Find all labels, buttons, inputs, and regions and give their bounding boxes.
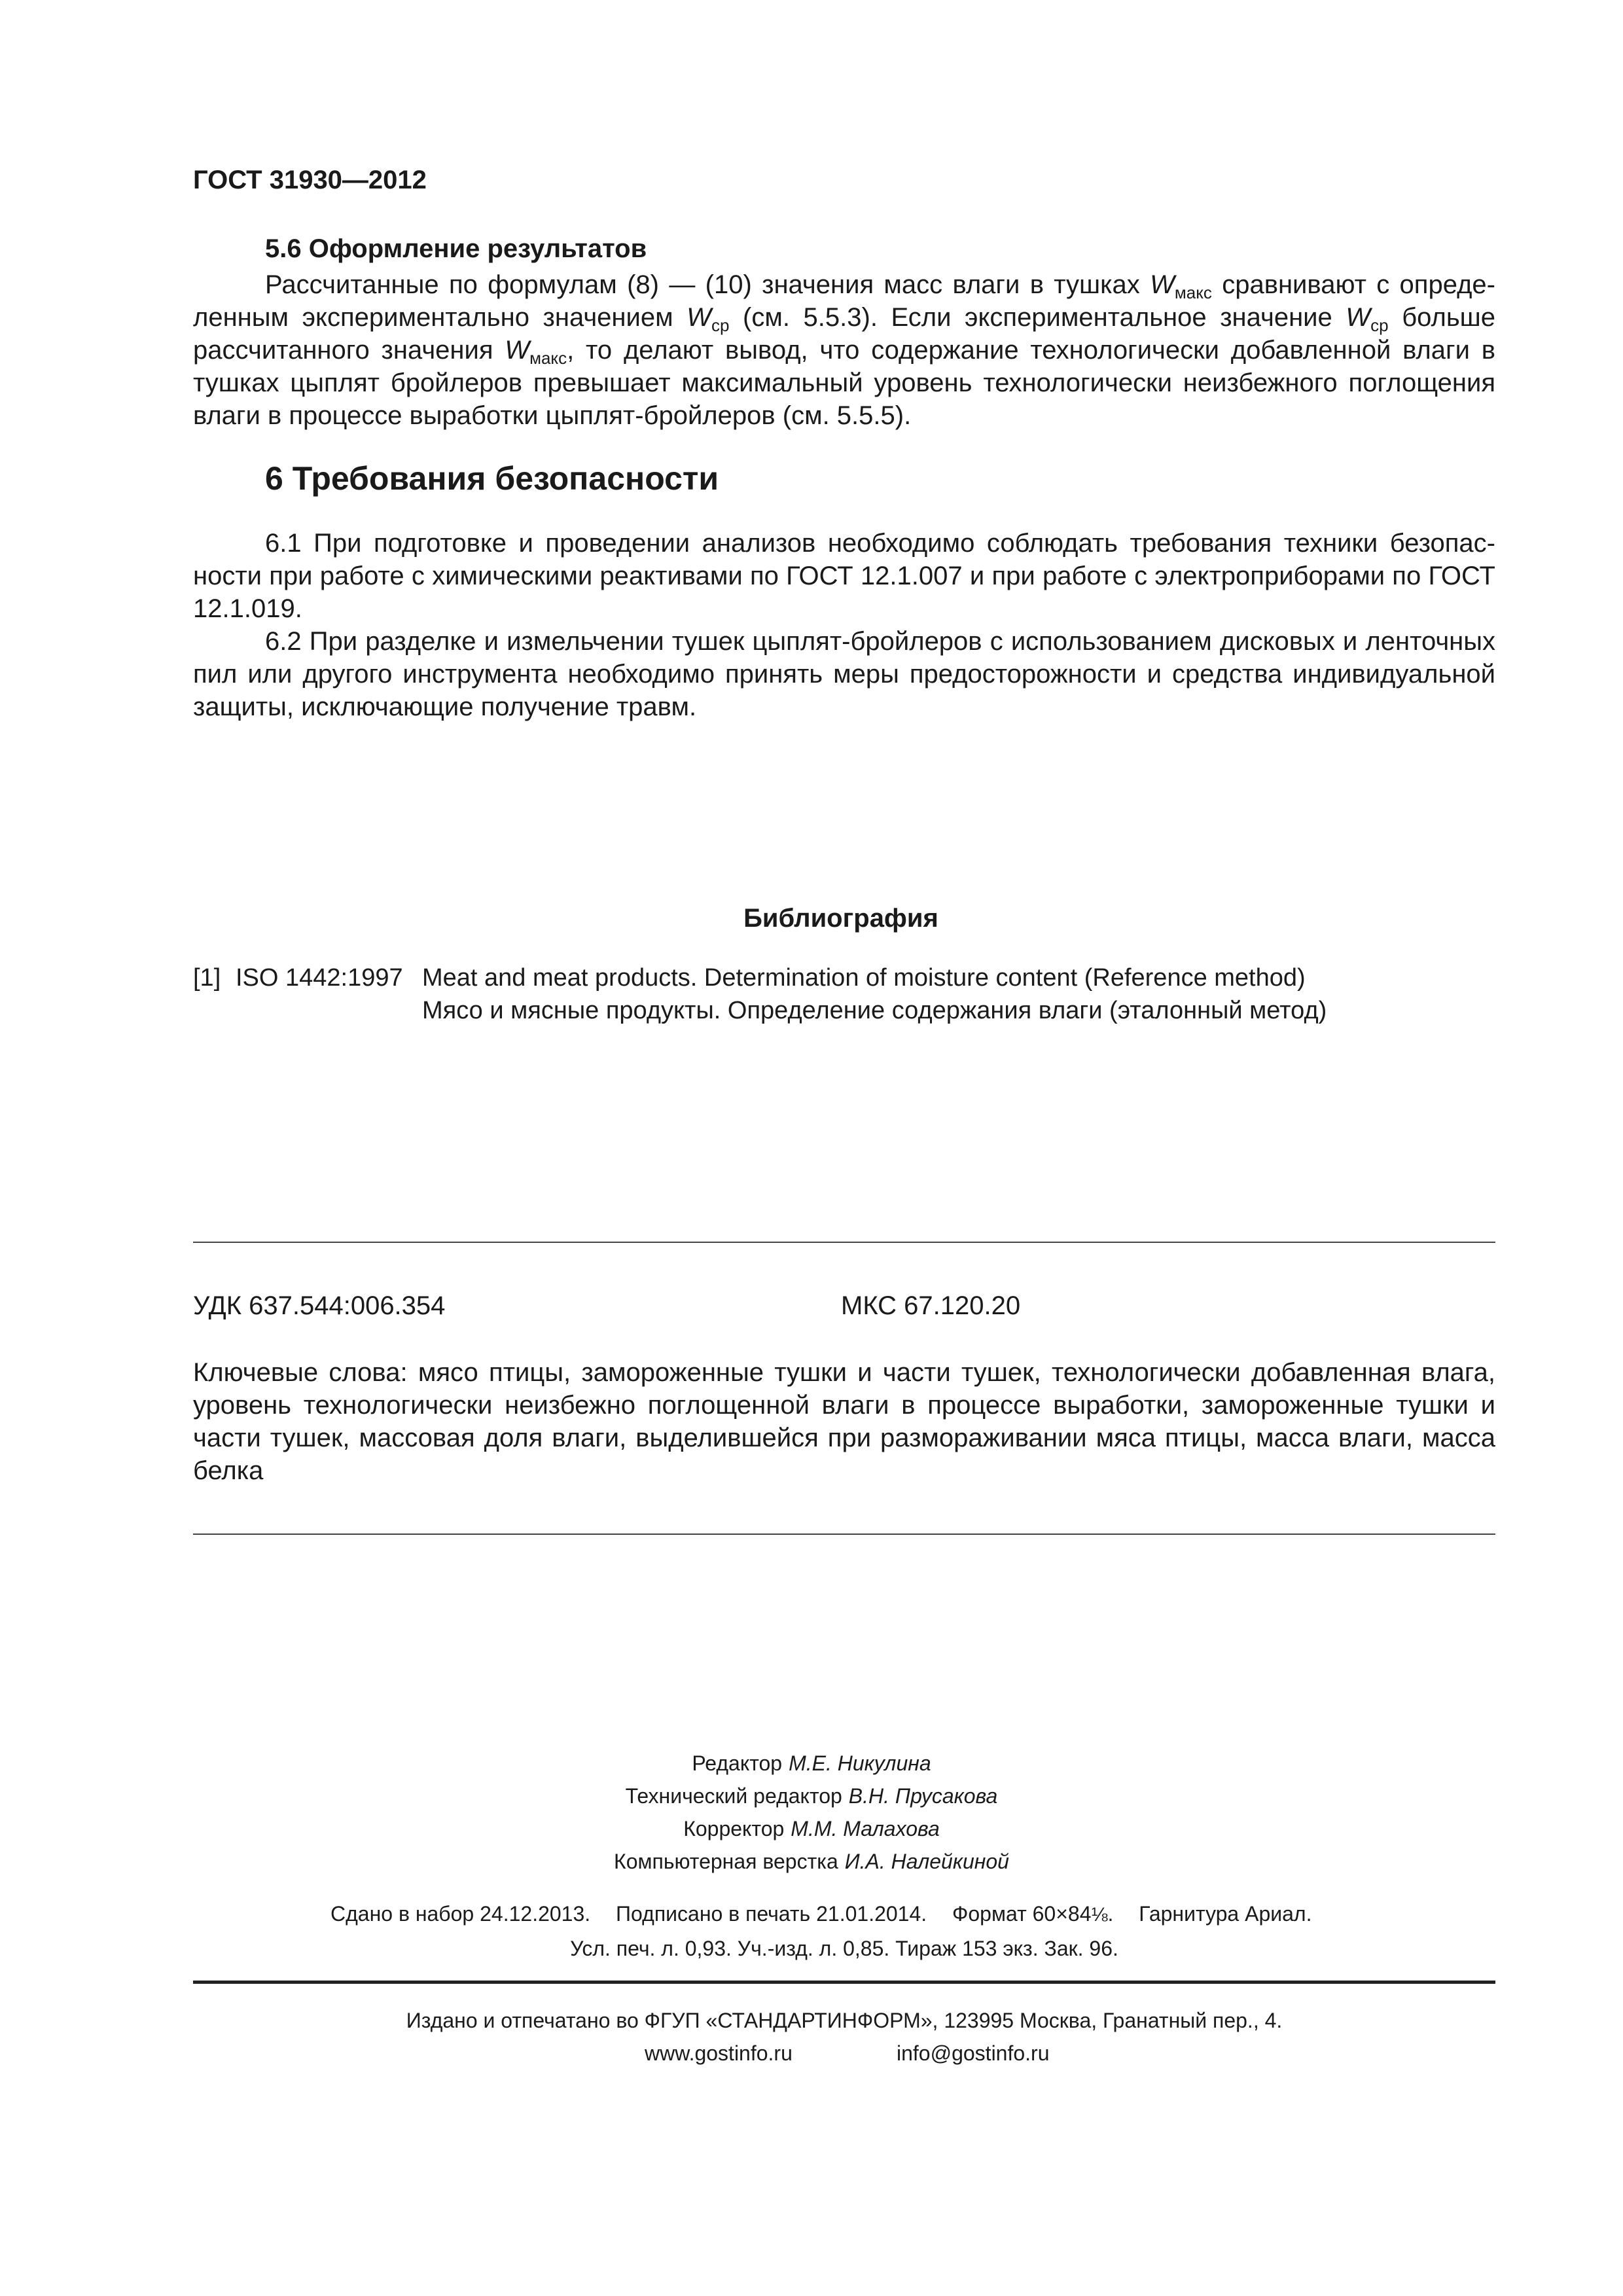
mks-code: МКС 67.120.20 (841, 1291, 1021, 1320)
print-font: Гарнитура Ариал. (1139, 1902, 1312, 1926)
keywords-paragraph: Ключевые слова: мясо птицы, замороженные тушки и части тушек, технологически добавленная влага, уровень технологически неизбежно поглощенной влаги в процессе выработки, замороженные тушки и части тушек, массовая доля влаги, выделившейся при размораживании мяса птицы, масса влаги, масса белка (193, 1358, 1495, 1485)
bibliography-entry-title-ru: Мясо и мясные продукты. Определение содержания влаги (эталонный метод) (422, 997, 1327, 1024)
credit-name: И.А. Налейкиной (844, 1850, 1009, 1873)
credit-name: В.Н. Прусакова (848, 1784, 998, 1808)
divider-bottom (193, 1534, 1495, 1535)
section-6-2-paragraph: 6.2 При разделке и измельчении тушек цыплят-бройлеров с использованием дисковых и ленточных пил или другого инструмента необходимо принять меры предосторожности и средства индивидуальной защиты, исключающие получение травм. (193, 627, 1495, 721)
credit-layout (0, 1849, 1623, 1874)
subscript: ср (711, 315, 730, 335)
credit-label: Корректор (683, 1817, 785, 1840)
divider-thick (193, 1981, 1495, 1984)
publisher-line: Издано и отпечатано во ФГУП «СТАНДАРТИНФОРМ», 123995 Москва, Гранатный пер., 4. (406, 2009, 1283, 2032)
bibliography-title: Библиография (743, 904, 938, 933)
credit-editor (0, 1751, 1623, 1776)
text-run: (см. 5.5.3). Если экспериментальное значение (729, 303, 1346, 332)
credit-tech-editor (0, 1784, 1623, 1808)
bibliography-entry-number: [1] (193, 964, 221, 992)
subscript: макс (1174, 283, 1212, 302)
credit-label: Технический редактор (625, 1784, 842, 1808)
print-sent: Сдано в набор 24.12.2013. (330, 1902, 591, 1926)
variable-w: W (505, 336, 530, 365)
credit-corrector (0, 1816, 1623, 1841)
print-signed: Подписано в печать 21.01.2014. (616, 1902, 927, 1926)
section-6-heading: 6 Требования безопасности (265, 460, 719, 497)
print-format: Формат 60×84 (952, 1902, 1092, 1926)
variable-w: W (1150, 270, 1175, 299)
credit-label: Редактор (692, 1751, 783, 1775)
section-5-6-paragraph (193, 268, 1495, 432)
print-info-line-2: Усл. печ. л. 0,93. Уч.-изд. л. 0,85. Тираж 153 экз. Зак. 96. (570, 1937, 1118, 1960)
section-6-1-paragraph: 6.1 При подготовке и проведении анализов необходимо соблюдать требования техники безопасности при работе с химическими реактивами по ГОСТ 12.1.007 и при работе с электроприборами по ГОСТ 12.1.019. (193, 529, 1495, 623)
text-run: сравнивают с определенным экспериментально значением (193, 270, 1495, 332)
udk-code: УДК 637.544:006.354 (193, 1291, 446, 1320)
subscript: ср (1370, 315, 1389, 335)
text-run: больше рассчитанного значения (193, 303, 1495, 365)
variable-w: W (687, 303, 711, 332)
print-format-fraction: ⅛ (1091, 1904, 1108, 1926)
document-header-id: ГОСТ 31930—2012 (193, 166, 427, 194)
publisher-website: www.gostinfo.ru (645, 2041, 793, 2065)
credit-name: М.М. Малахова (791, 1817, 940, 1840)
text-run: , то делают вывод, что содержание технологически добавленной влаги в тушках цыплят бройлеров превышает максимальный уровень технологически неизбежного поглощения влаги в процессе выработки цыплят-бройлеров (см. 5.5.5). (193, 336, 1496, 430)
bibliography-entry-code: ISO 1442:1997 (236, 964, 403, 992)
divider-top (193, 1242, 1495, 1243)
credit-label: Компьютерная верстка (614, 1850, 838, 1873)
section-5-6-heading: 5.6 Оформление результатов (265, 234, 647, 263)
publisher-email: info@gostinfo.ru (897, 2041, 1050, 2065)
variable-w: W (1346, 303, 1371, 332)
print-info-line-1: Сдано в набор 24.12.2013. Подписано в печать 21.01.2014. Формат 60×84⅛. Гарнитура Ариал. (330, 1902, 1312, 1926)
credit-name: М.Е. Никулина (789, 1751, 931, 1775)
bibliography-entry-title-en: Meat and meat products. Determination of moisture content (Reference method) (422, 964, 1306, 992)
subscript: макс (529, 348, 567, 368)
text-run: Рассчитанные по формулам (8) — (10) значения масс влаги в тушках (265, 270, 1150, 299)
